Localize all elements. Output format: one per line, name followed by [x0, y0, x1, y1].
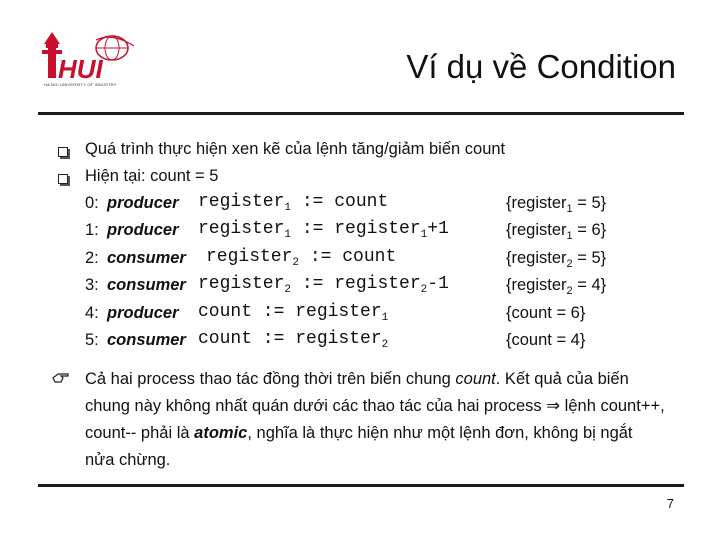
result-text: {register	[506, 276, 567, 295]
result-text: = 5}	[572, 248, 607, 267]
step-number: 1:	[85, 221, 99, 240]
square-bullet-icon	[58, 174, 68, 184]
step-code	[198, 274, 449, 297]
step-result	[506, 194, 606, 213]
square-bullet-icon	[58, 147, 68, 157]
step-row	[58, 302, 678, 329]
code-text: register	[198, 192, 285, 212]
bullet-text: Quá trình thực hiện xen kẽ của lệnh tăng/giảm biến count	[85, 140, 506, 158]
step-row	[58, 247, 678, 274]
step-result	[506, 276, 607, 298]
step-row	[58, 219, 678, 246]
code-subscript: 2	[292, 256, 300, 269]
note-text: , nghĩa là thực hiện như một lệnh đơn, không bị ngắt nửa chừng.	[85, 424, 633, 470]
implies-arrow-icon: ⇒	[546, 397, 561, 416]
step-row	[58, 274, 678, 301]
slide-content	[58, 138, 678, 474]
code-text: -1	[427, 274, 449, 295]
note-atomic: atomic	[194, 424, 248, 443]
code-subscript: 1	[284, 202, 292, 214]
result-subscript: 1	[566, 230, 573, 243]
code-subscript: 2	[420, 284, 428, 297]
code-text: register	[198, 274, 285, 295]
step-number: 0:	[85, 194, 99, 212]
slide-title: Ví dụ về Condition	[406, 48, 676, 85]
code-text: count := register	[198, 301, 382, 322]
page-number: 7	[666, 496, 674, 511]
step-code	[206, 247, 396, 267]
result-text: = 6}	[572, 221, 607, 240]
step-number: 4:	[85, 303, 99, 322]
code-text: count := register	[198, 328, 382, 349]
code-text: := register	[291, 219, 421, 240]
code-text: := register	[291, 274, 421, 295]
hui-logo	[38, 28, 138, 90]
step-code	[198, 329, 388, 349]
code-subscript: 2	[284, 284, 292, 297]
note-text: Cả hai process thao tác đồng thời trên biến chung	[85, 370, 456, 389]
bullet-item	[58, 165, 678, 192]
note-count: count	[455, 370, 496, 389]
step-number: 3:	[85, 276, 99, 295]
step-actor: consumer	[107, 330, 186, 349]
code-text: +1	[427, 219, 449, 240]
result-text: {count = 4}	[506, 330, 586, 349]
interleaving-steps	[58, 192, 678, 356]
result-text: = 5}	[572, 194, 607, 212]
result-text: = 4}	[572, 276, 607, 295]
code-subscript: 1	[420, 229, 428, 242]
step-row	[58, 192, 678, 219]
step-result	[506, 249, 606, 268]
step-number: 5:	[85, 330, 99, 349]
step-row	[58, 329, 678, 356]
result-text: {count = 6}	[506, 303, 586, 322]
code-text: := count	[299, 246, 397, 267]
step-code	[198, 192, 388, 212]
step-code	[198, 219, 449, 242]
code-text: register	[206, 246, 293, 267]
step-actor: producer	[107, 303, 179, 322]
logo-fine-print: HA NOI UNIVERSITY OF INDUSTRY	[44, 82, 117, 87]
step-result	[506, 221, 607, 243]
result-subscript: 1	[566, 203, 573, 215]
note-paragraph	[58, 366, 678, 474]
step-result	[506, 331, 585, 350]
note-text: . Kết quả của biến chung này không nhất quán dưới các thao tác của hai process	[85, 370, 629, 416]
code-text: register	[198, 219, 285, 240]
bullet-item	[58, 138, 678, 165]
result-text: {register	[506, 221, 567, 240]
step-number: 2:	[85, 248, 99, 267]
bottom-divider	[38, 484, 684, 487]
note-text: lệnh count++, count-- phải là	[85, 397, 665, 443]
code-text: := count	[291, 192, 389, 212]
code-subscript: 1	[284, 229, 292, 242]
step-actor: producer	[107, 221, 179, 240]
result-text: {register	[506, 194, 567, 212]
code-subscript: 1	[381, 311, 389, 324]
logo-text: HUI	[58, 54, 103, 84]
code-subscript: 2	[381, 338, 389, 351]
result-text: {register	[506, 248, 567, 267]
top-divider	[38, 112, 684, 115]
bullet-text: Hiện tại: count = 5	[85, 167, 219, 185]
step-code	[198, 302, 388, 322]
step-actor: consumer	[107, 276, 186, 295]
step-result	[506, 304, 585, 323]
step-actor: consumer	[107, 248, 186, 267]
step-actor: producer	[107, 194, 179, 212]
result-subscript: 2	[566, 285, 573, 298]
pointing-hand-icon	[52, 370, 70, 384]
result-subscript: 2	[566, 257, 573, 270]
